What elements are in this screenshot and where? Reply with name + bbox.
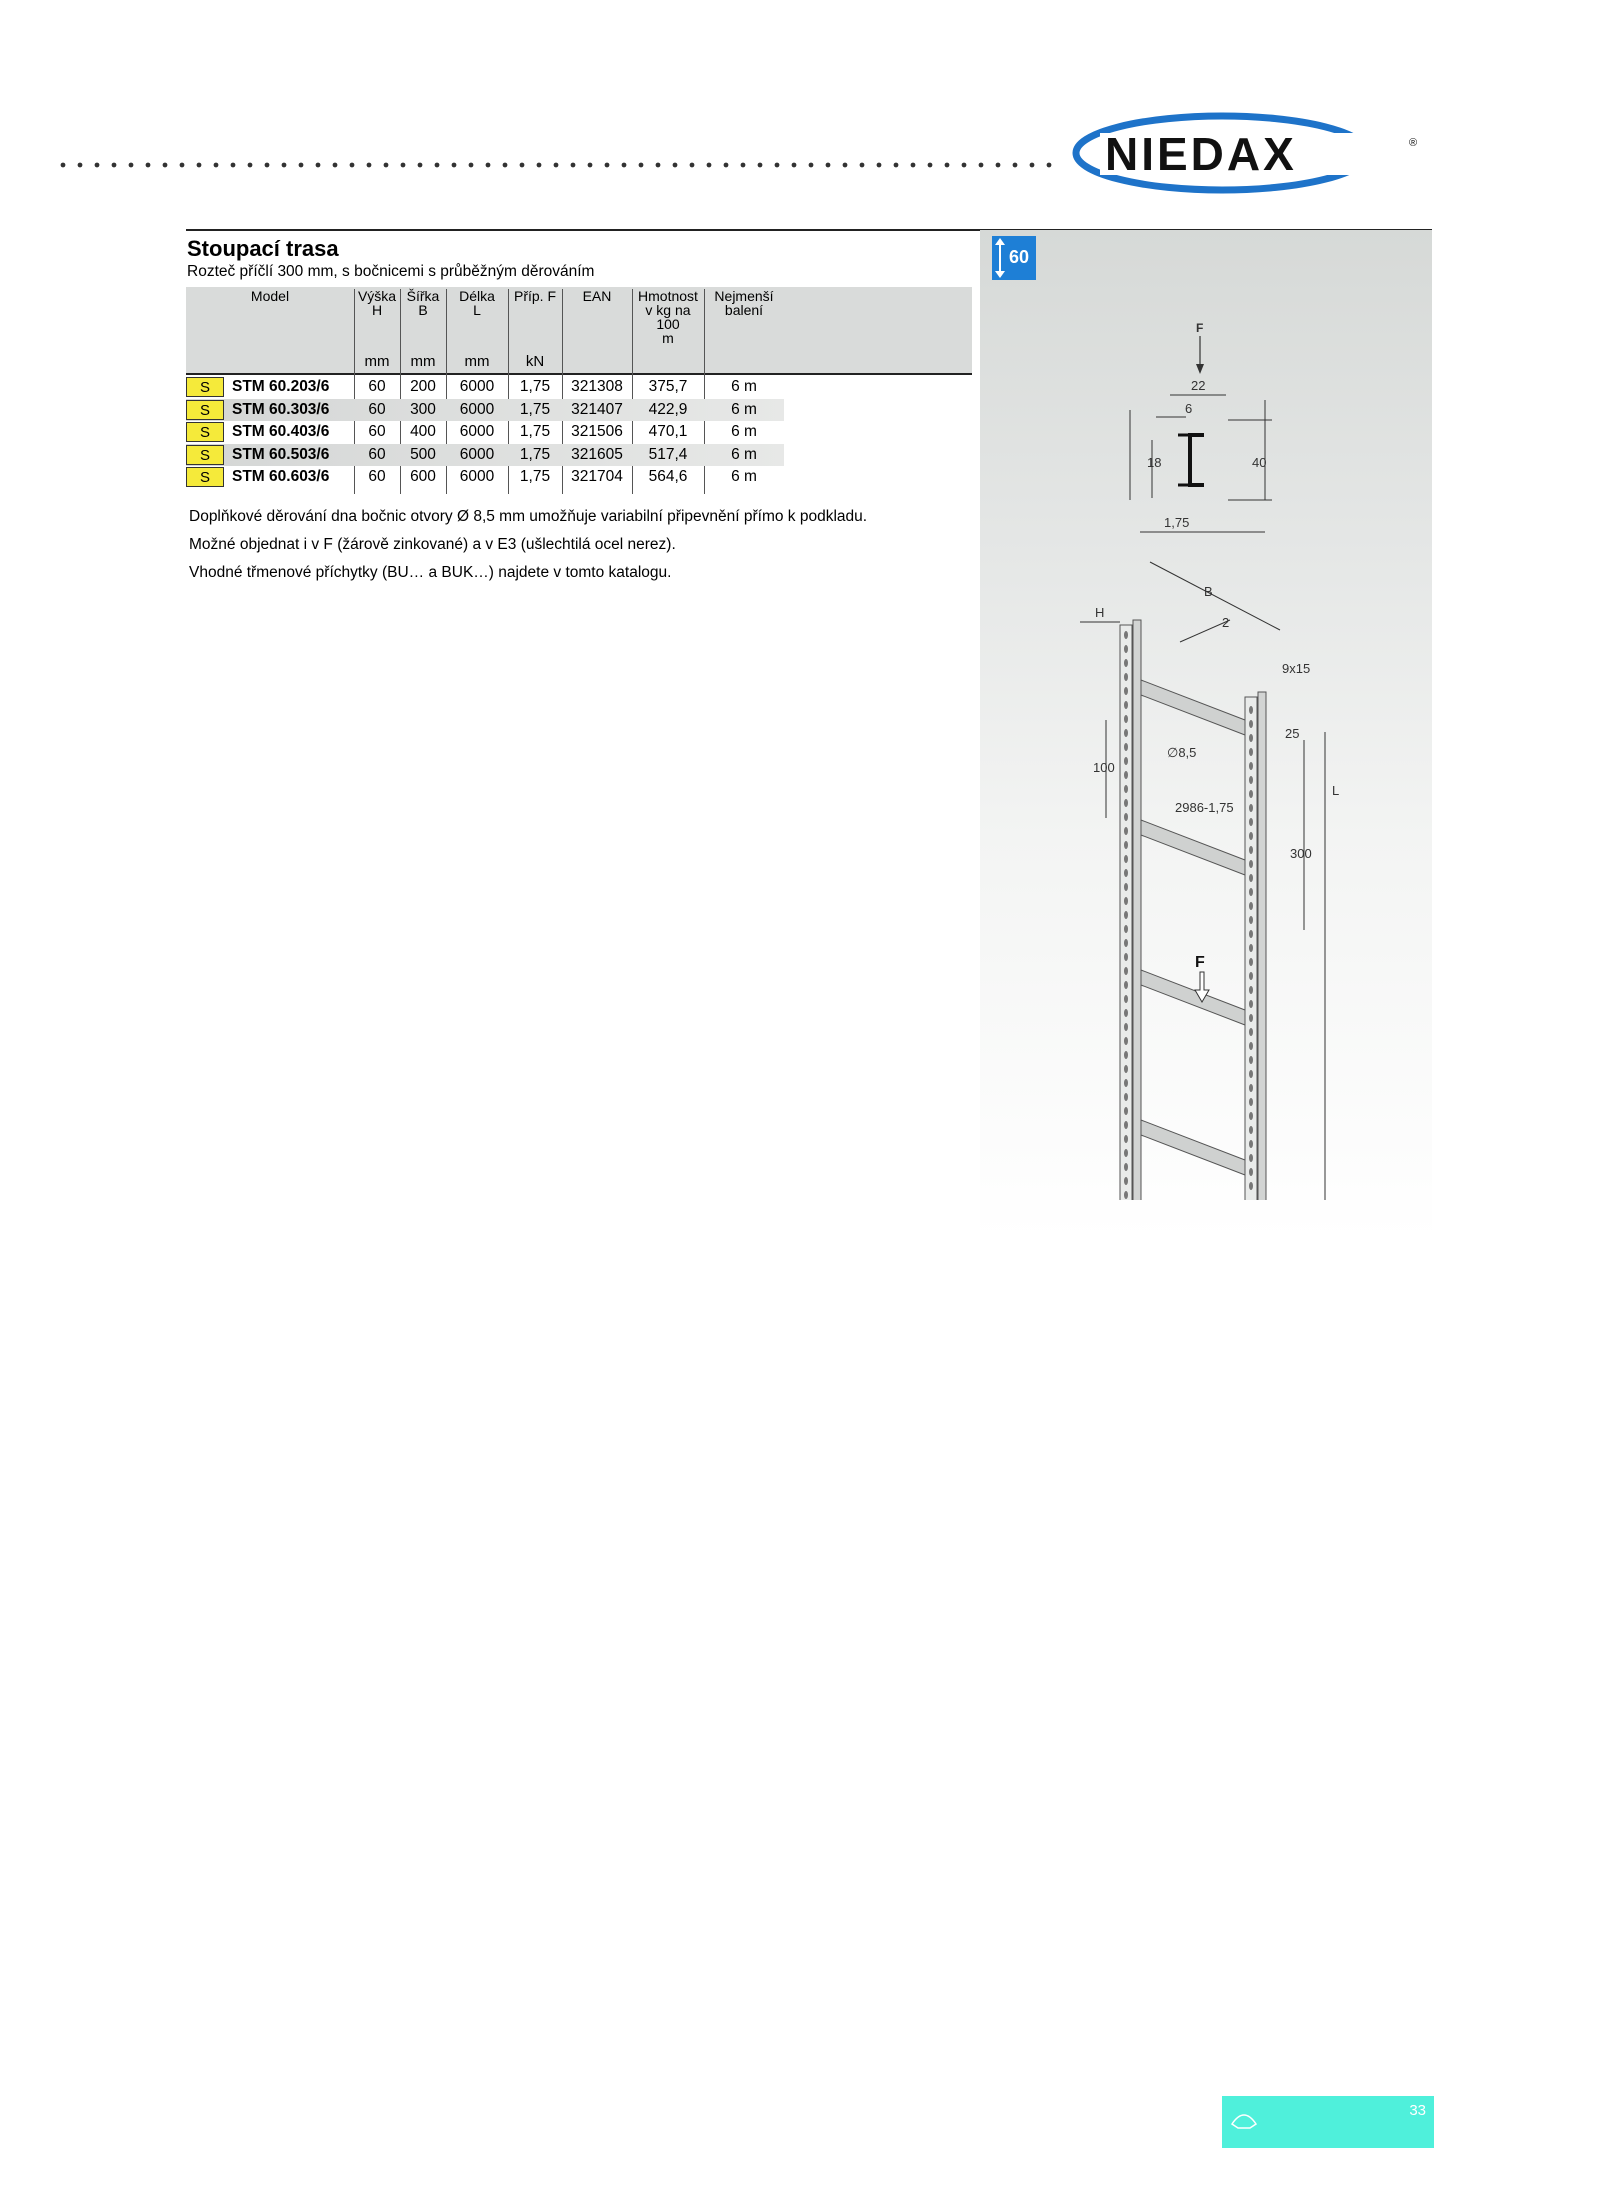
leader-dot (673, 163, 678, 168)
perforation-hole (1249, 762, 1253, 770)
perforation-hole (1249, 1126, 1253, 1134)
perforation-hole (1124, 869, 1128, 877)
perforation-hole (1124, 841, 1128, 849)
perforation-hole (1124, 813, 1128, 821)
steel-material-badge: S (186, 467, 224, 487)
perforation-hole (1249, 790, 1253, 798)
perforation-hole (1124, 785, 1128, 793)
dim-6: 6 (1185, 401, 1193, 416)
cell-model: STM 60.403/6 (232, 423, 330, 440)
profile-cross-section (1130, 321, 1272, 532)
cell-h: 60 (368, 378, 386, 395)
perforation-hole (1124, 1107, 1128, 1115)
cell-f: 1,75 (519, 378, 551, 395)
leader-dot (316, 163, 321, 168)
note-brackets: Vhodné třmenové příchytky (BU… a BUK…) najdete v tomto katalogu. (189, 564, 672, 581)
dim-25: 25 (1285, 726, 1300, 741)
leader-dot (520, 163, 525, 168)
ladder-rung (1141, 1120, 1245, 1175)
leader-dot (78, 163, 83, 168)
column-header-line: B (418, 302, 428, 318)
cell-pack: 6 m (731, 378, 757, 395)
cell-f: 1,75 (519, 423, 551, 440)
cell-ean: 321506 (571, 423, 623, 440)
cell-ean: 321704 (571, 468, 623, 485)
column-header-line: m (662, 330, 674, 346)
cell-b: 500 (410, 445, 436, 463)
dim-40: 40 (1252, 455, 1267, 470)
perforation-hole (1124, 1037, 1128, 1045)
cell-ean: 321605 (571, 445, 623, 463)
registered-mark: ® (1409, 137, 1418, 149)
perforation-hole (1249, 748, 1253, 756)
perforation-hole (1249, 1042, 1253, 1050)
ladder-rung (1141, 820, 1245, 875)
perforation-hole (1249, 734, 1253, 742)
perforation-hole (1249, 1168, 1253, 1176)
dim-18: 18 (1147, 455, 1162, 470)
perforation-hole (1124, 897, 1128, 905)
column-unit: mm (364, 353, 390, 370)
leader-dot (843, 163, 848, 168)
column-header (632, 289, 704, 345)
leader-dot (792, 163, 797, 168)
leader-dot (282, 163, 287, 168)
cell-model: STM 60.503/6 (232, 445, 330, 463)
leader-dot (384, 163, 389, 168)
dim-slot: 9x15 (1282, 661, 1311, 676)
leader-dot (146, 163, 151, 168)
column-header-line: Model (250, 288, 290, 304)
leader-dot (945, 163, 950, 168)
note-perforation: Doplňkové děrování dna bočnic otvory Ø 8,5 mm umožňuje variabilní připevnění přímo k podkladu. (189, 508, 868, 525)
leader-dot (418, 163, 423, 168)
leader-dot (129, 163, 134, 168)
leader-dot (163, 163, 168, 168)
perforation-hole (1249, 776, 1253, 784)
perforation-hole (1124, 911, 1128, 919)
steel-material-badge: S (186, 422, 224, 442)
dim-300: 300 (1290, 846, 1312, 861)
perforation-hole (1124, 631, 1128, 639)
leader-dot (350, 163, 355, 168)
perforation-hole (1124, 687, 1128, 695)
leader-dot (299, 163, 304, 168)
cell-h: 60 (368, 400, 386, 418)
cell-b: 600 (410, 468, 436, 485)
steel-material-badge: S (186, 445, 224, 465)
column-header (508, 289, 562, 303)
perforation-hole (1249, 832, 1253, 840)
leader-dot (809, 163, 814, 168)
perforation-hole (1249, 986, 1253, 994)
column-header-line: L (473, 302, 481, 318)
perforation-hole (1124, 827, 1128, 835)
column-header-line: v kg na (645, 302, 691, 318)
leader-dot (95, 163, 100, 168)
perforation-hole (1124, 715, 1128, 723)
cell-b: 400 (410, 423, 436, 440)
column-header-line: EAN (582, 288, 612, 304)
dim-h: H (1095, 605, 1105, 620)
leader-dot (554, 163, 559, 168)
cable-tray-icon (1230, 2110, 1258, 2130)
perforation-hole (1249, 1182, 1253, 1190)
leader-dot (435, 163, 440, 168)
leader-dot (979, 163, 984, 168)
perforation-hole (1249, 1140, 1253, 1148)
perforation-hole (1124, 659, 1128, 667)
perforation-hole (1124, 883, 1128, 891)
leader-dot (911, 163, 916, 168)
perforation-hole (1124, 1177, 1128, 1185)
perforation-hole (1249, 888, 1253, 896)
niedax-logo (1072, 112, 1434, 194)
cell-pack: 6 m (731, 423, 757, 440)
perforation-hole (1124, 981, 1128, 989)
cell-h: 60 (368, 468, 386, 485)
perforation-hole (1249, 874, 1253, 882)
column-unit: kN (525, 353, 545, 370)
leader-dot (537, 163, 542, 168)
perforation-hole (1124, 729, 1128, 737)
table-row (186, 376, 784, 398)
leader-dot (1030, 163, 1035, 168)
leader-dot (469, 163, 474, 168)
perforation-hole (1249, 916, 1253, 924)
leader-dot (265, 163, 270, 168)
cell-model: STM 60.303/6 (232, 400, 330, 418)
perforation-hole (1249, 1112, 1253, 1120)
steel-material-badge: S (186, 377, 224, 397)
perforation-hole (1124, 995, 1128, 1003)
column-header-line: Výška (357, 288, 397, 304)
notes (189, 503, 867, 587)
leader-dot (197, 163, 202, 168)
table-row (186, 466, 784, 488)
perforation-hole (1124, 1079, 1128, 1087)
perforation-hole (1249, 1000, 1253, 1008)
leader-dot (877, 163, 882, 168)
perforation-hole (1249, 720, 1253, 728)
perforation-hole (1249, 1014, 1253, 1022)
leader-dot (826, 163, 831, 168)
perforation-hole (1124, 1009, 1128, 1017)
leader-dot (1047, 163, 1052, 168)
perforation-hole (1124, 939, 1128, 947)
perforation-hole (1124, 771, 1128, 779)
leader-dot (605, 163, 610, 168)
leader-dot (928, 163, 933, 168)
column-unit: mm (410, 353, 436, 370)
ladder-force-label: F (1195, 954, 1205, 971)
cell-l: 6000 (459, 400, 495, 418)
ladder-isometric (1080, 562, 1339, 1200)
column-header (446, 289, 508, 317)
column-header (400, 289, 446, 317)
leader-dot (962, 163, 967, 168)
cell-l: 6000 (459, 445, 495, 463)
dim-1-75: 1,75 (1164, 515, 1190, 530)
leader-dot (333, 163, 338, 168)
page-footer (1222, 2096, 1434, 2148)
column-header-line: Nejmenší (714, 288, 774, 304)
leader-dot (758, 163, 763, 168)
perforation-hole (1249, 944, 1253, 952)
column-header-line: Příp. F (513, 288, 556, 304)
table-row (186, 399, 784, 421)
dim-hole: ∅8,5 (1167, 745, 1197, 760)
cell-f: 1,75 (519, 468, 551, 485)
cell-b: 200 (410, 378, 436, 395)
leader-dot (401, 163, 406, 168)
perforation-hole (1249, 1028, 1253, 1036)
perforation-hole (1249, 804, 1253, 812)
cell-ean: 321407 (571, 400, 623, 418)
cell-pack: 6 m (731, 468, 757, 485)
perforation-hole (1249, 1056, 1253, 1064)
leader-dot (112, 163, 117, 168)
perforation-hole (1249, 1098, 1253, 1106)
dim-l: L (1332, 783, 1340, 798)
table-header-rule (186, 373, 972, 375)
dim-b: B (1204, 584, 1213, 599)
dim-2: 2 (1222, 615, 1230, 630)
perforation-hole (1124, 743, 1128, 751)
cell-ean: 321308 (571, 378, 623, 395)
height-badge-value: 60 (1009, 247, 1030, 267)
perforation-hole (1124, 645, 1128, 653)
leader-dot (707, 163, 712, 168)
perforation-hole (1124, 1051, 1128, 1059)
cell-weight: 564,6 (648, 468, 688, 485)
perforation-hole (1124, 673, 1128, 681)
perforation-hole (1249, 846, 1253, 854)
perforation-hole (1124, 799, 1128, 807)
leader-dot (231, 163, 236, 168)
leader-dot (639, 163, 644, 168)
leader-dot (248, 163, 253, 168)
perforation-hole (1124, 1191, 1128, 1199)
perforation-hole (1249, 1084, 1253, 1092)
perforation-hole (1124, 1163, 1128, 1171)
leader-dot (61, 163, 66, 168)
perforation-hole (1249, 1070, 1253, 1078)
ladder-rung (1141, 970, 1245, 1025)
perforation-hole (1124, 1149, 1128, 1157)
column-header (704, 289, 784, 317)
leader-dot (180, 163, 185, 168)
column-header-line: Délka (459, 288, 495, 304)
perforation-hole (1124, 701, 1128, 709)
perforation-hole (1124, 1065, 1128, 1073)
leader-dot (775, 163, 780, 168)
column-header-line: 100 (656, 316, 680, 332)
leader-dot (486, 163, 491, 168)
cell-l: 6000 (459, 468, 495, 485)
leader-dot (860, 163, 865, 168)
column-header-line: Šířka (406, 288, 440, 304)
leader-dot (741, 163, 746, 168)
cell-l: 6000 (459, 378, 495, 395)
leader-dot (656, 163, 661, 168)
leader-dot (724, 163, 729, 168)
ladder-rung (1141, 680, 1245, 735)
cell-h: 60 (368, 423, 386, 440)
dotted-leader (60, 158, 1060, 172)
cell-weight: 517,4 (648, 445, 688, 463)
column-header (562, 289, 632, 303)
height-badge (992, 236, 1036, 280)
perforation-hole (1124, 925, 1128, 933)
cell-model: STM 60.603/6 (232, 468, 330, 485)
perforation-hole (1249, 818, 1253, 826)
perforation-hole (1124, 757, 1128, 765)
cell-weight: 422,9 (648, 400, 688, 418)
perforation-hole (1124, 855, 1128, 863)
leader-dot (622, 163, 627, 168)
cell-h: 60 (368, 445, 386, 463)
leader-dot (452, 163, 457, 168)
cell-weight: 470,1 (648, 423, 688, 440)
perforation-hole (1249, 972, 1253, 980)
leader-dot (996, 163, 1001, 168)
cell-weight: 375,7 (648, 378, 688, 395)
cell-pack: 6 m (731, 400, 757, 418)
perforation-hole (1124, 967, 1128, 975)
column-header-line: balení (724, 302, 764, 318)
leader-dot (367, 163, 372, 168)
logo-wordmark: NIEDAX (1105, 128, 1297, 180)
column-unit: mm (464, 353, 490, 370)
leader-dot (588, 163, 593, 168)
table-row (186, 421, 784, 443)
perforation-hole (1249, 706, 1253, 714)
table-row (186, 444, 784, 466)
section-title: Stoupací trasa (187, 236, 339, 261)
leader-dot (894, 163, 899, 168)
leader-dot (214, 163, 219, 168)
cell-model: STM 60.203/6 (232, 378, 330, 395)
section-subtitle: Rozteč příčlí 300 mm, s bočnicemi s průběžným děrováním (187, 263, 595, 280)
dim-100: 100 (1093, 760, 1115, 775)
leader-dot (503, 163, 508, 168)
perforation-hole (1124, 1093, 1128, 1101)
perforation-hole (1249, 1154, 1253, 1162)
cell-f: 1,75 (519, 445, 551, 463)
perforation-hole (1124, 1121, 1128, 1129)
leader-dot (571, 163, 576, 168)
dim-22: 22 (1191, 378, 1206, 393)
perforation-hole (1124, 953, 1128, 961)
perforation-hole (1249, 902, 1253, 910)
cell-f: 1,75 (519, 400, 551, 418)
column-header (186, 289, 354, 303)
perforation-hole (1124, 1023, 1128, 1031)
leader-dot (690, 163, 695, 168)
height-arrow-icon (994, 238, 1006, 278)
column-header-line: H (371, 302, 383, 318)
perforation-hole (1249, 860, 1253, 868)
column-header-line: Hmotnost (638, 288, 698, 304)
steel-material-badge: S (186, 400, 224, 420)
perforation-hole (1249, 930, 1253, 938)
ladder-technical-drawing (980, 300, 1432, 1200)
note-materials: Možné objednat i v F (žárově zinkované) a v E3 (ušlechtilá ocel nerez). (189, 536, 676, 553)
perforation-hole (1124, 1135, 1128, 1143)
cell-l: 6000 (459, 423, 495, 440)
cell-pack: 6 m (731, 445, 757, 463)
leader-dot (1013, 163, 1018, 168)
profile-force-label: F (1196, 321, 1204, 335)
page-number: 33 (1409, 2102, 1426, 2119)
dim-perforation: 2986-1,75 (1175, 800, 1234, 815)
cell-b: 300 (410, 400, 436, 418)
perforation-hole (1249, 958, 1253, 966)
column-header (354, 289, 400, 317)
